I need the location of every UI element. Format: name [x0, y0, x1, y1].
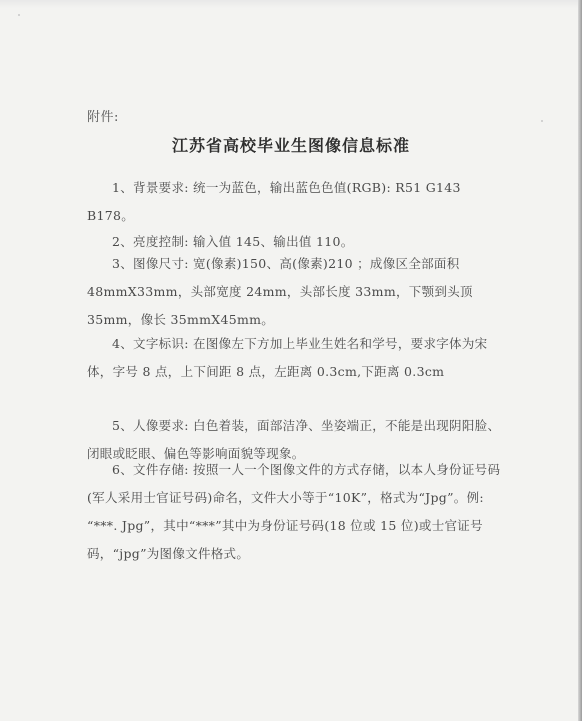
attachment-label: 附件: [87, 110, 119, 125]
paragraph-file-storage: 6、文件存储: 按照一人一个图像文件的方式存储，以本人身份证号码(军人采用士官证号码)命名，文件大小等于“10K”，格式为“Jpg”。例: “***. Jpg”，其中“***”其中为身份证号码(18 位或 15 位)或士官证号码，“jpg”为图像文件格式。 [87, 462, 501, 561]
paragraph-text-label: 4、文字标识: 在图像左下方加上毕业生姓名和学号，要求字体为宋体，字号 8 点，上下间距 8 点，左距离 0.3cm,下距离 0.3cm [87, 336, 488, 379]
paragraph-image-size: 3、图像尺寸: 宽(像素)150、高(像素)210 ；成像区全部面积 48mmX33mm，头部宽度 24mm，头部长度 33mm，下颚到头顶 35mm，像长 35mmX45mm。 [87, 256, 473, 327]
paragraph-brightness-control: 2、亮度控制: 输入值 145、输出值 110。 [112, 234, 354, 249]
document-title: 江苏省高校毕业生图像信息标准 [171, 136, 410, 155]
paragraph-portrait-requirement: 5、人像要求: 白色着装，面部洁净、坐姿端正，不能是出现阴阳脸、闭眼或眨眼、偏色等影响面貌等现象。 [87, 418, 501, 461]
paragraph-background-requirement: 1、背景要求: 统一为蓝色，输出蓝色色值(RGB): R51 G143 B178。 [87, 180, 461, 223]
